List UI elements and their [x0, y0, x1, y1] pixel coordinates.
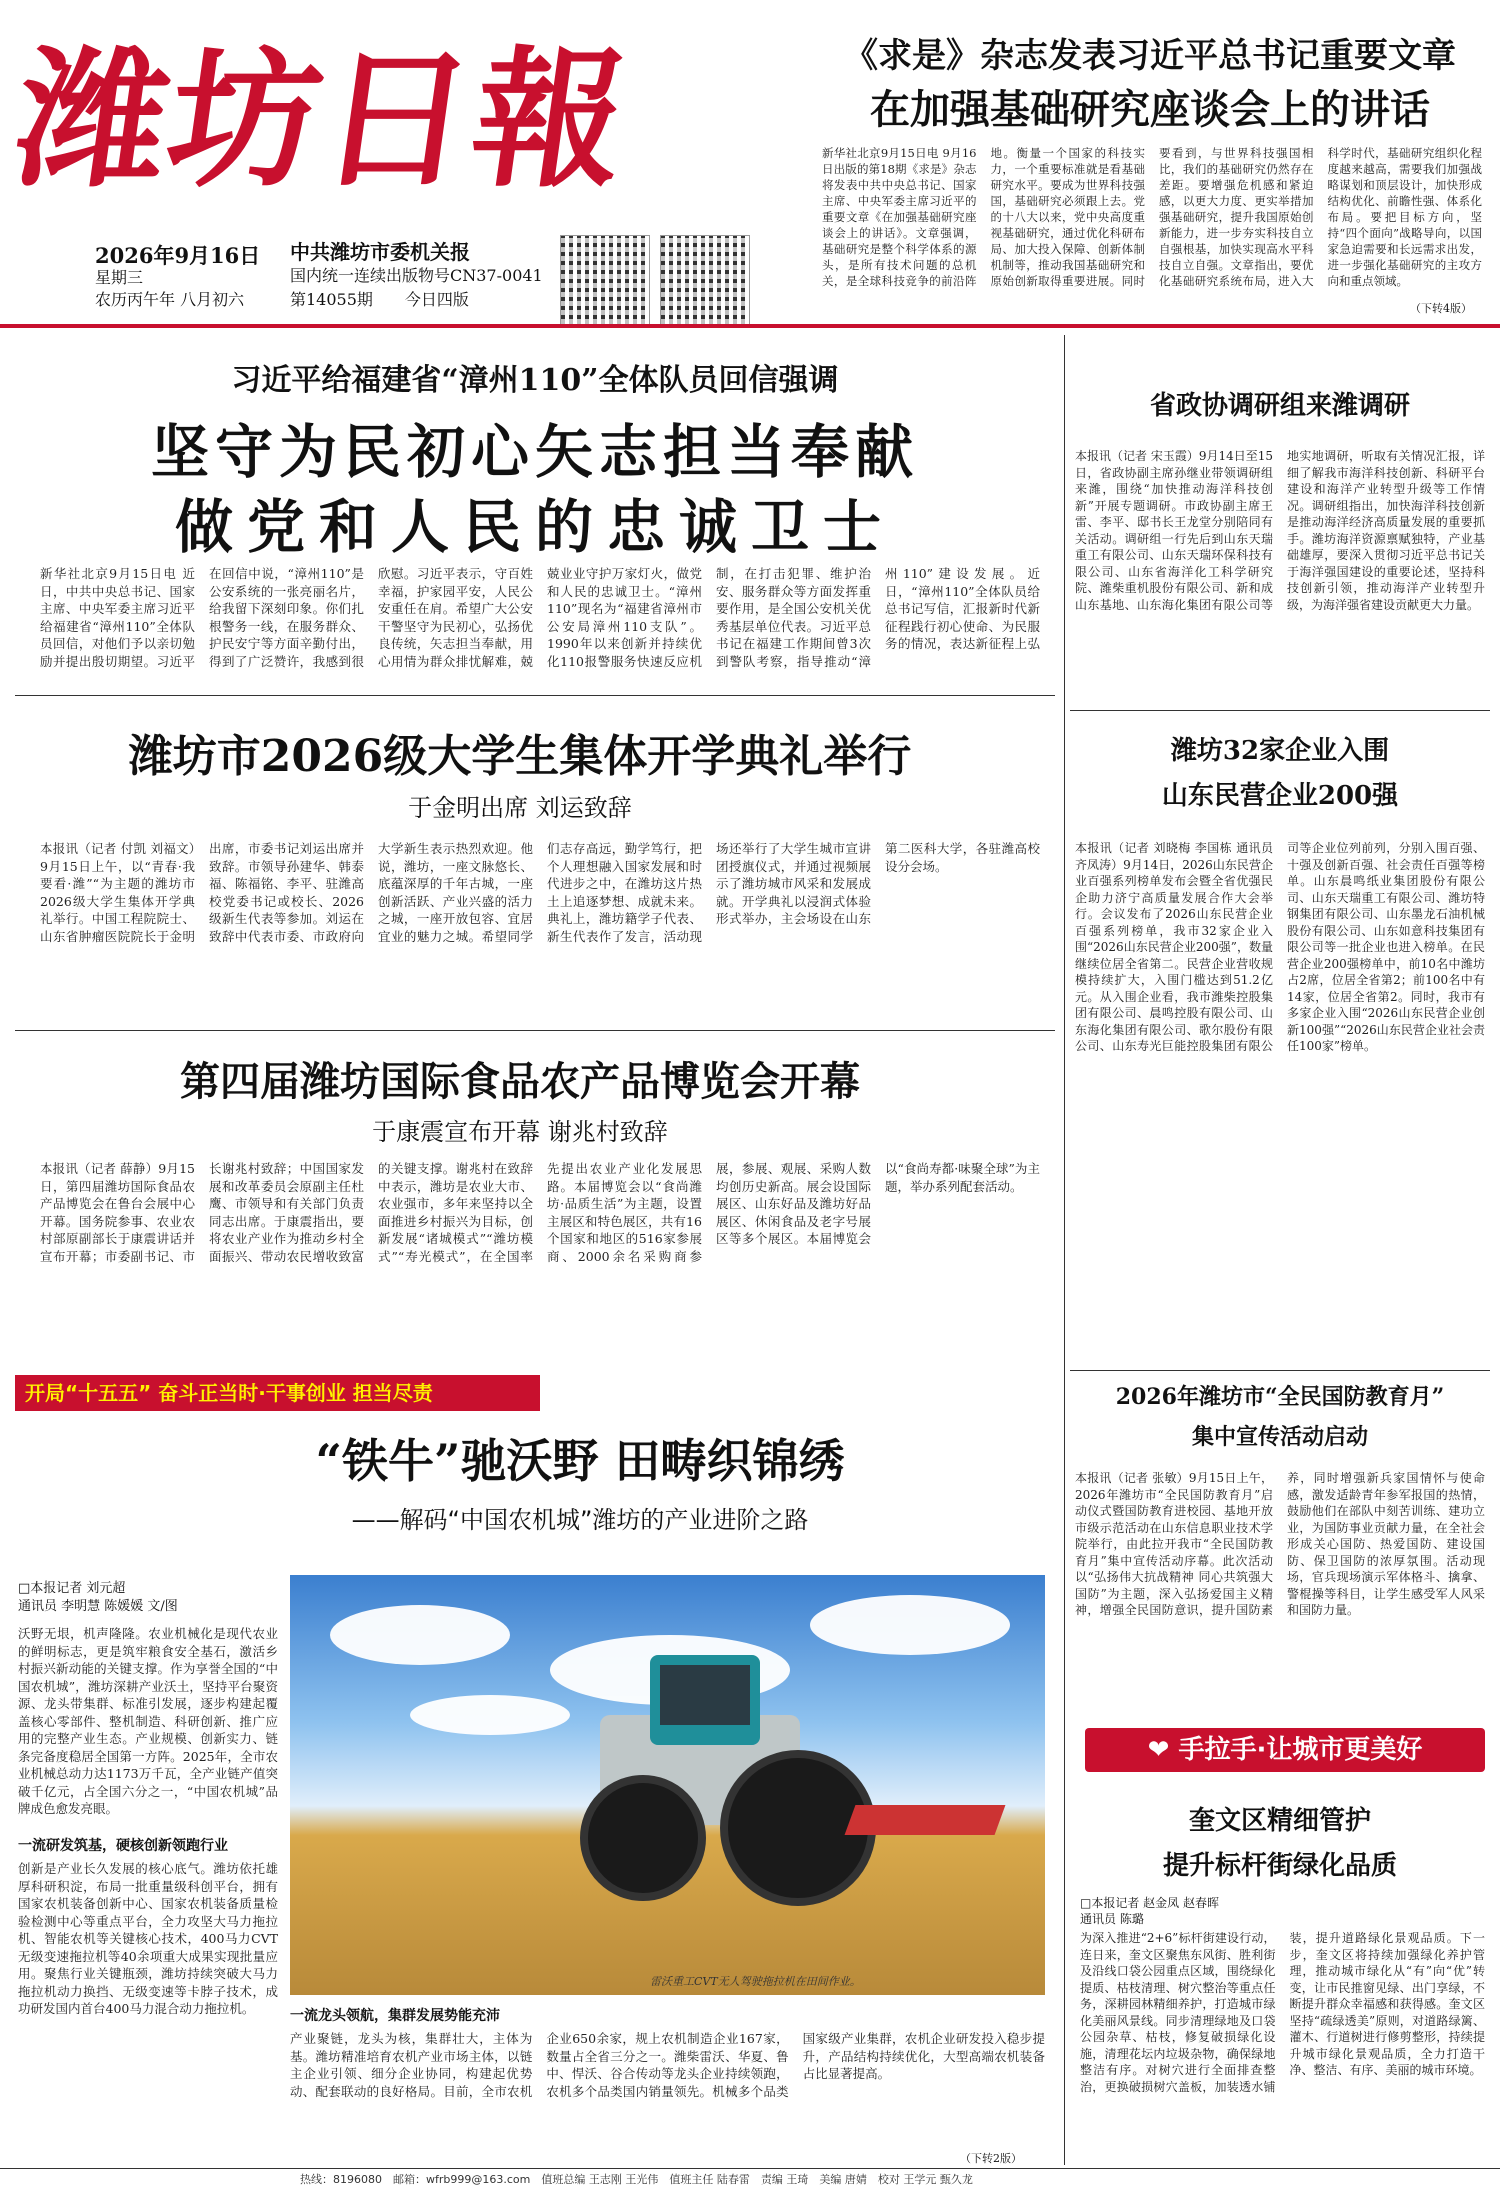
issue-date: 2026年9月16日 [95, 243, 261, 268]
story3-body: 本报讯（记者 薛静）9月15日，第四届潍坊国际食品农产品博览会在鲁台会展中心开幕。国务院参事、农业农村部原副部长于康震讲话并宣布开幕；市委副书记、市长谢兆村致辞；中国国家发展和改革委员会原副主任杜鹰、市领导和有关部门负责同志出席。于康震指出，要将农业产业作为推动乡村全面振兴、带动农民增收致富的关键支撑。谢兆村在致辞中表示，潍坊是农业大市、农业强市，多年来坚持以全面推进乡村振兴为目标，创新发展“诸城模式”“潍坊模式”“寿光模式”，在全国率先提出农业产业化发展思路。本届博览会以“食尚潍坊·品质生活”为主题，设置主展区和特色展区，共有16个国家和地区的516家参展商、2000余名采购商参展，参展、观展、采购人数均创历史新高。展会设国际展区、山东好品及潍坊好品展区、休闲食品及老字号展区等多个展区。本届博览会以“食尚寿都·味聚全球”为主题，举办系列配套活动。 [40, 1161, 1040, 1264]
feature-body-3: 产业聚链，龙头为核，集群壮大，主体为基。潍坊精准培育农机产业市场主体，以链主企业引领、细分企业协同，构建起优势动、配套联动的良好格局。目前，全市农机企业650余家，规上农机制造企业167家，数量占全省三分之一。潍柴雷沃、华夏、鲁中、悍沃、谷合传动等龙头企业持续领跑，农机多个品类国内销量领先。机械多个品类国家级产业集群，农机企业研发投入稳步提升，产品结构持续优化，大型高端农机装备占比显著提高。 [290, 2031, 1045, 2099]
story3-title[interactable]: 第四届潍坊国际食品农产品博览会开幕 [180, 1058, 860, 1105]
feature-continued: （下转2版） [960, 2152, 1022, 2165]
right3-title-1[interactable]: 2026年潍坊市“全民国防教育月” [1115, 1384, 1445, 1410]
right2-body: 本报讯（记者 刘晓梅 李国栋 通讯员 齐凤涛）9月14日，2026山东民营企业百强系列榜单发布会暨全省优强民企助力济宁高质量发展合作大会举行。会议发布了2026山东民营企业百强系列榜单，我市32家企业入围“2026山东民营企业200强”，数量继续位居全省第二。民营企业营收规模持续扩大，入围门槛达到51.2亿元。从入围企业看，我市潍柴控股集团有限公司、晨鸣控股有限公司、山东海化集团有限公司、歌尔股份有限公司、山东寿光巨能控股集团有限公司等企业位列前列，分别入围百强、十强及创新百强、社会责任百强等榜单。山东晨鸣纸业集团股份有限公司、山东天瑞重工有限公司、潍坊特钢集团有限公司、山东墨龙石油机械股份有限公司、山东如意科技集团有限公司等一批企业也进入榜单。在民营企业200强榜单中，前10名中潍坊占2席，位居全省第2；前100名中有14家，位居全省第2。同时，我市有多家企业入围“2026山东民营企业创新100强”“2026山东民营企业社会责任100家”榜单。 [1075, 841, 1485, 1053]
right4-title-1[interactable]: 奎文区精细管护 [1188, 1806, 1371, 1836]
lead-body: 新华社北京9月15日电 近日，中共中央总书记、国家主席、中央军委主席习近平给福建省“漳州110”全体队员回信，对他们予以亲切勉励并提出殷切期望。习近平在回信中说，“漳州110”是公安系统的一张亮丽名片，给我留下深刻印象。你们扎根警务一线，在服务群众、护民安宁等方面辛勤付出，得到了广泛赞许，我感到很欣慰。习近平表示，守百姓幸福，护家园平安，人民公安重任在肩。希望广大公安干警坚守为民初心，弘扬优良传统，矢志担当奉献，用心用情为群众排忧解难，兢兢业业守护万家灯火，做党和人民的忠诚卫士。“漳州110”现名为“福建省漳州市公安局漳州110支队”。1990年以来创新并持续优化110报警服务快速反应机制，在打击犯罪、维护治安、服务群众等方面发挥重要作用，是全国公安机关优秀基层单位代表。习近平总书记在福建工作期间曾3次到警队考察，指导推动“漳州110”建设发展。近日，“漳州110”全体队员给总书记写信，汇报新时代新征程践行初心使命、为民服务的情况，表达新征程上弘 [40, 566, 1040, 669]
masthead [0, 0, 1500, 330]
story2-title[interactable]: 潍坊市2026级大学生集体开学典礼举行 [128, 731, 912, 782]
weekday: 星期三 [95, 268, 144, 287]
campaign-banner: ❤ 手拉手·让城市更美好 [1085, 1728, 1485, 1772]
right3-body: 本报讯（记者 张敏）9月15日上午，2026年潍坊市“全民国防教育月”启动仪式暨国防教育进校园、基地开放市级示范活动在山东信息职业技术学院举行，由此拉开我市“全民国防教育月”集中宣传活动序幕。此次活动以“弘扬伟大抗战精神 同心共筑强大国防”为主题，深入弘扬爱国主义精神，增强全民国防意识，提升国防素养，同时增强新兵家国情怀与使命感，激发适龄青年参军报国的热情，鼓励他们在部队中刻苦训练、建功立业，为国防事业贡献力量，在全社会形成关心国防、热爱国防、建设国防、保卫国防的浓厚氛围。活动现场，官兵现场演示军体格斗、擒拿、警棍操等科目，让学生感受军人风采和国防力量。 [1075, 1471, 1485, 1617]
column-divider [1064, 335, 1065, 2165]
cn-number: 国内统一连续出版物号CN37-0041 [290, 266, 543, 285]
feature-title[interactable]: “铁牛”驰沃野 田畴织锦绣 [315, 1434, 845, 1488]
lunar-date: 农历丙午年 八月初六 [95, 290, 245, 309]
top-story-continued: （下转4版） [1410, 302, 1472, 315]
feature-byline: □本报记者 刘元超 通讯员 李明慧 陈媛媛 文/图 [18, 1581, 178, 1614]
issue-number: 第14055期 今日四版 [290, 290, 469, 309]
footer-bar [0, 2168, 1500, 2191]
section-divider [15, 695, 1055, 696]
heart-icon: ❤ [1147, 1735, 1170, 1765]
logo-text: 潍坊日報 [5, 32, 639, 208]
lead-kicker: 习近平给福建省“漳州110”全体队员回信强调 [231, 363, 839, 398]
qr-code-icon[interactable] [660, 235, 750, 325]
section-divider [15, 1030, 1055, 1031]
story3-subtitle: 于康震宣布开幕 谢兆村致辞 [372, 1118, 668, 1146]
story2-body: 本报讯（记者 付凯 刘福文）9月15日上午，以“青春·我要看·潍”“为主题的潍坊市2026级大学生集体开学典礼举行。中国工程院院士、山东省肿瘤医院院长于金明出席，市委书记刘运出席并致辞。市领导孙建华、韩泰福、陈福铭、李平、驻潍高校党委书记或校长、2026级新生代表等参加。刘运在致辞中代表市委、市政府向大学新生表示热烈欢迎。他说，潍坊，一座文脉悠长、底蕴深厚的千年古城，一座创新活跃、产业兴盛的活力之城，一座开放包容、宜居宜业的魅力之城。希望同学们志存高远，勤学笃行，把个人理想融入国家发展和时代进步之中，在潍坊这片热土上追逐梦想、成就未来。典礼上，潍坊籍学子代表、新生代表作了发言，活动现场还举行了大学生城市宣讲团授旗仪式，并通过视频展示了潍坊城市风采和发展成就。开学典礼以浸润式体验形式举办，主会场设在山东第二医科大学，各驻潍高校设分会场。 [40, 841, 1040, 944]
right4-body: 为深入推进“2+6”标杆街建设行动，连日来，奎文区聚焦东风街、胜利街及沿线口袋公园重点区域，围绕绿化提质、枯枝清理、树穴整治等重点任务，深耕园林精细养护，打造城市绿化美丽风景线。同步清理绿地及口袋公园杂草、枯枝，修复破损绿化设施，清理花坛内垃圾杂物，确保绿地整洁有序。对树穴进行全面排查整治，更换破损树穴盖板，加装透水铺装，提升道路绿化景观品质。下一步，奎文区将持续加强绿化养护管理，推动城市绿化从“有”向“优”转变，让市民推窗见绿、出门享绿，不断提升群众幸福感和获得感。奎文区坚持“疏绿透美”原则，对道路绿篱、灌木、行道树进行修剪整形，持续提升城市绿化景观品质，全力打造干净、整洁、有序、美丽的城市环境。 [1080, 1931, 1485, 2094]
right2-title-2[interactable]: 山东民营企业200强 [1161, 781, 1399, 811]
section-divider [1070, 710, 1490, 711]
footer-credits: 热线：8196080 邮箱：wfrb999@163.com 值班总编 王志刚 王光伟 值班主任 陆春雷 责编 王琦 美编 唐婧 校对 王学元 甄久龙 [300, 2173, 973, 2186]
feature-subtitle: ——解码“中国农机城”潍坊的产业进阶之路 [351, 1506, 809, 1534]
publisher-name: 中共潍坊市委机关报 [290, 240, 470, 264]
right1-title[interactable]: 省政协调研组来潍调研 [1149, 391, 1410, 421]
lead-title-1[interactable]: 坚守为民初心矢志担当奉献 [150, 418, 919, 486]
top-story-body: 新华社北京9月15日电 9月16日出版的第18期《求是》杂志将发表中共中央总书记、国家主席、中央军委主席习近平的重要文章《在加强基础研究座谈会上的讲话》。文章强调，基础研究是整个科学体系的源头，是所有技术问题的总机关，是全球科技竞争的前沿阵地。衡量一个国家的科技实力，一个重要标准就是看基础研究水平。要成为世界科技强国，基础研究必须跟上去。党的十八大以来，党中央高度重视基础研究，通过优化科研布局、加大投入保障、创新体制机制等，推动我国基础研究和原始创新取得重要进展。同时要看到，与世界科技强国相比，我们的基础研究仍然存在差距。要增强危机感和紧迫感，以更大力度、更实举措加强基础研究，提升我国原始创新能力，进一步夯实科技自立自强根基，加快实现高水平科技自立自强。文章指出，要优化基础研究系统布局，进入大科学时代，基础研究组织化程度越来越高，需要我们加强战略谋划和顶层设计，加快形成结构优化、前瞻性强、体系化布局。要把目标方向，坚持“四个面向”战略导向，以国家急迫需要和长远需求出发，进一步强化基础研究的主攻方向和重点领域。 [822, 146, 1482, 288]
photo-caption: 雷沃重工CVT无人驾驶拖拉机在田间作业。 [650, 1975, 861, 1988]
right3-title-2[interactable]: 集中宣传活动启动 [1191, 1424, 1368, 1450]
qr-code-icon[interactable] [560, 235, 650, 325]
lead-title-2[interactable]: 做党和人民的忠诚卫士 [174, 493, 895, 561]
top-story-kicker: 《求是》杂志发表习近平总书记重要文章 [844, 36, 1456, 76]
publisher-box [290, 240, 550, 312]
tractor-photo [290, 1575, 1045, 1995]
section-banner: 开局“十五五” 奋斗正当时·干事创业 担当尽责 [15, 1375, 540, 1411]
feature-body-2: 创新是产业长久发展的核心底气。潍坊依托雄厚科研积淀，布局一批重量级科创平台，拥有国家农机装备创新中心、国家农机装备质量检验检测中心等重点平台，全力攻坚大马力拖拉机、智能农机等关键核心技术，400马力CVT无级变速拖拉机等40余项重大成果实现批量应用。聚焦行业关键瓶颈，潍坊持续突破大马力拖拉机动力换挡、无级变速等卡脖子技术，成功研发国内首台400马力混合动力拖拉机。 [18, 1861, 278, 2016]
date-box [95, 245, 280, 311]
top-story-title[interactable]: 在加强基础研究座谈会上的讲话 [870, 86, 1430, 133]
story2-subtitle: 于金明出席 刘运致辞 [408, 794, 632, 822]
right1-body: 本报讯（记者 宋玉霞）9月14日至15日，省政协副主席孙继业带领调研组来潍，围绕“加快推动海洋科技创新”开展专题调研。市政协副主席王雷、李平、邸书长王龙堂分别陪同有关活动。调研组一行先后到山东天瑞重工有限公司、山东天瑞环保科技有限公司、山东省海洋化工科学研究院、潍柴重机股份有限公司、新和成山东基地、山东海化集团有限公司等地实地调研，听取有关情况汇报，详细了解我市海洋科技创新、科研平台建设和海洋产业转型升级等工作情况。调研组指出，加快海洋科技创新是推动海洋经济高质量发展的重要抓手。潍坊海洋资源禀赋独特，产业基础雄厚，要深入贯彻习近平总书记关于海洋强国建设的重要论述，坚持科技创新引领，推动海洋产业转型升级，为海洋强省建设贡献更大力量。 [1075, 449, 1485, 612]
section-divider [1070, 1370, 1490, 1371]
right4-byline: □本报记者 赵金凤 赵春晖 通讯员 陈璐 [1080, 1896, 1219, 1926]
feature-body: 沃野无垠，机声隆隆。农业机械化是现代农业的鲜明标志，更是筑牢粮食安全基石，激活乡村振兴新动能的关键支撑。作为享誉全国的“中国农机城”，潍坊深耕产业沃土，坚持平台聚资源、龙头带集群、标准引发展，逐步构建起覆盖核心零部件、整机制造、科研创新、推广应用的完整产业生态。产业规模、创新实力、链条完备度稳居全国第一方阵。2025年，全市农业机械总动力达1173万千瓦，全产业链产值突破千亿元，占全国六分之一，“中国农机城”品牌成色愈发亮眼。 [18, 1626, 278, 1816]
right4-title-2[interactable]: 提升标杆街绿化品质 [1162, 1851, 1397, 1881]
feature-subhead-2: 一流龙头领航，集群发展势能充沛 [290, 2008, 500, 2024]
masthead-divider [0, 324, 1500, 328]
right2-title-1[interactable]: 潍坊32家企业入围 [1170, 736, 1390, 766]
newspaper-logo [5, 20, 798, 220]
feature-subhead-1: 一流研发筑基，硬核创新领跑行业 [18, 1838, 228, 1854]
